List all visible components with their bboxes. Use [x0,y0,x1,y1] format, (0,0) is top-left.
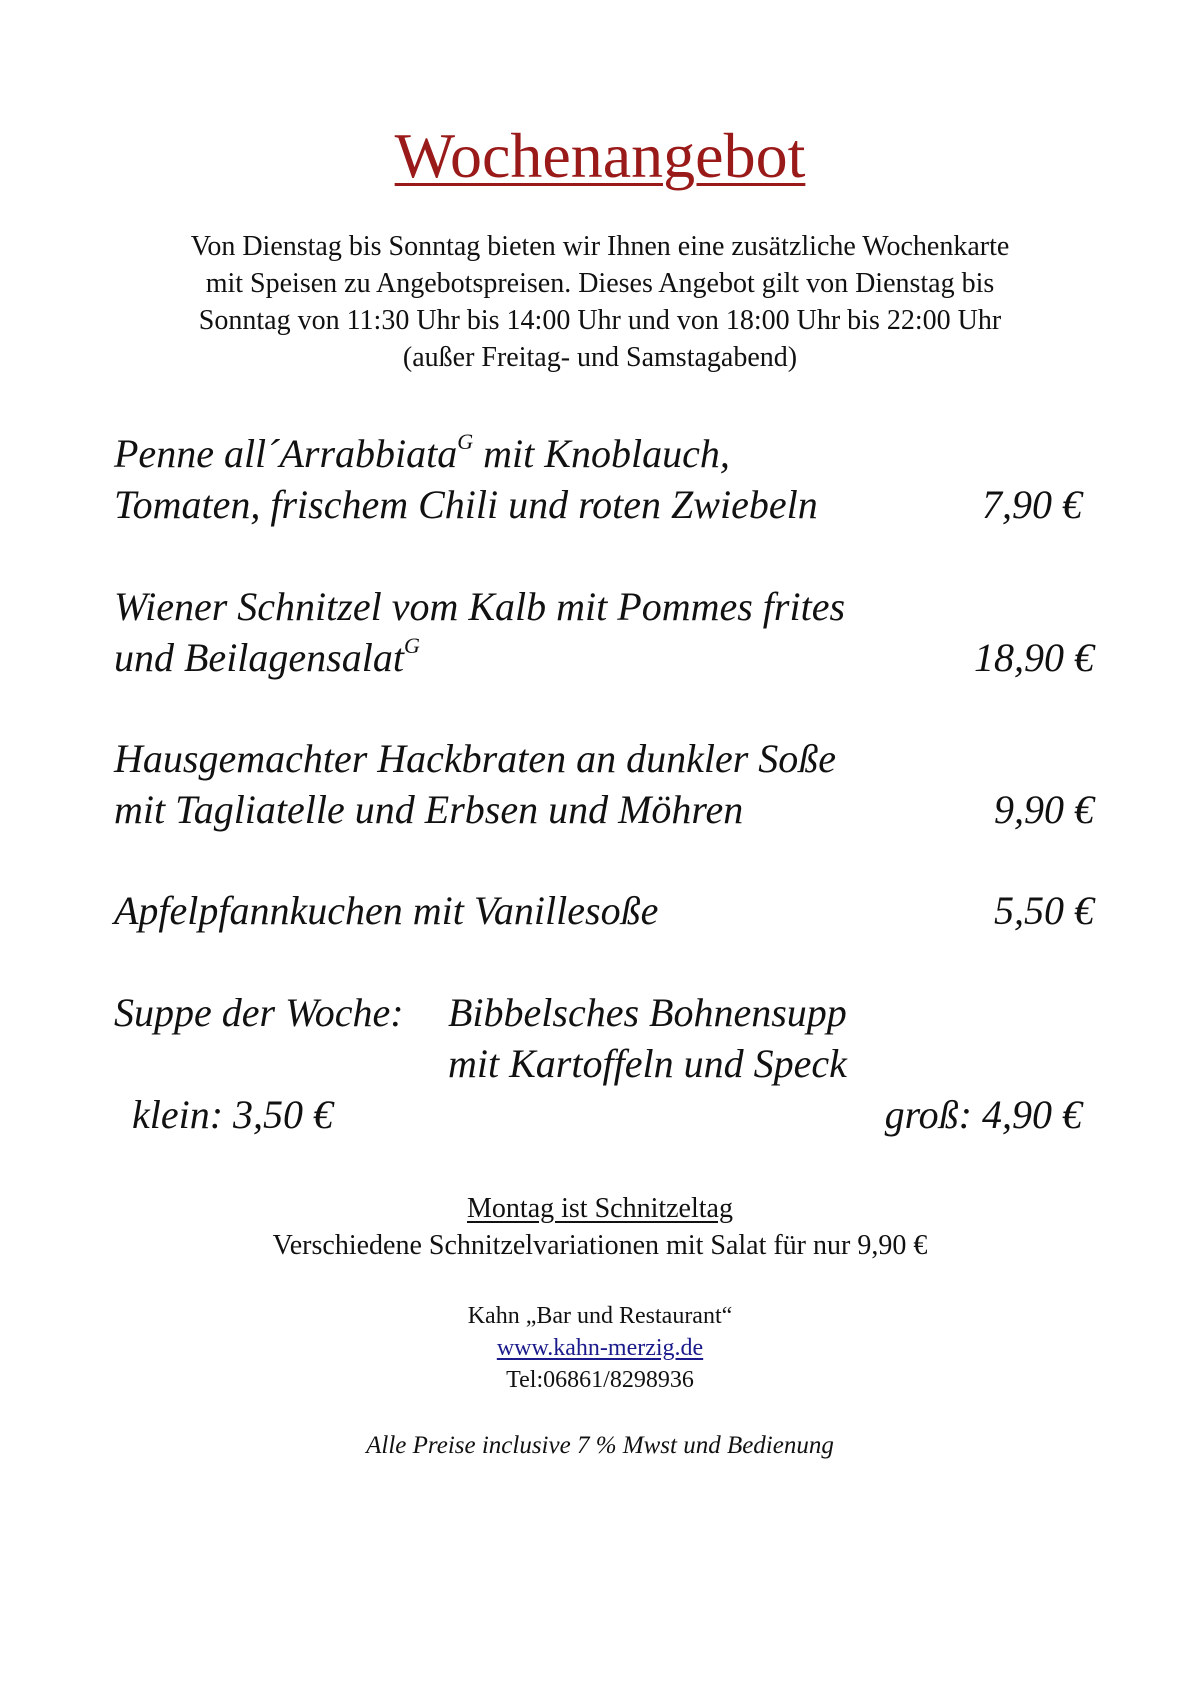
menu-item-line [114,479,1094,530]
menu-item-description: und Beilagensalat [114,635,404,680]
menu-item-line [114,784,1094,835]
menu-item-price: 18,90 € [974,635,1094,680]
intro-line: (außer Freitag- und Samstagabend) [402,342,798,373]
menu-item-line [114,885,1094,936]
menu-item-schnitzel [114,581,1094,683]
menu-item-line [114,733,1094,784]
menu-item-hackbraten [114,733,1094,835]
menu-item-price: 5,50 € [994,888,1094,933]
website-link[interactable]: www.kahn-merzig.de [496,1335,704,1361]
allergen-marker: G [457,429,474,454]
contact-block [0,1300,1200,1396]
menu-item-penne [114,428,1094,530]
soup-label: Suppe der Woche: [114,990,404,1035]
soup-line [114,1038,1094,1089]
title-text: Wochenangebot [394,120,806,191]
price-footnote: Alle Preise inclusive 7 % Mwst und Bedienung [366,1432,834,1459]
menu-item-name: Wiener Schnitzel vom Kalb mit Pommes frites [114,584,846,629]
soup-line [114,987,1094,1038]
intro-line: Von Dienstag bis Sonntag bieten wir Ihnen eine zusätzliche Wochenkarte [190,231,1010,262]
menu-item-line [114,632,1094,683]
menu-item-price: 9,90 € [994,787,1094,832]
menu-item-price: 7,90 € [982,482,1082,527]
intro-line: mit Speisen zu Angebotspreisen. Dieses Angebot gilt von Dienstag bis [205,268,995,299]
soup-description: mit Kartoffeln und Speck [448,1041,847,1086]
menu-item-name: Hausgemachter Hackbraten an dunkler Soße [114,736,837,781]
menu-item-name: Penne all´Arrabbiata [114,431,458,476]
monday-offer [0,1190,1200,1264]
menu-item-name: Apfelpfannkuchen mit Vanillesoße [114,888,659,933]
page-title [0,118,1200,194]
soup-name: Bibbelsches Bohnensupp [448,990,847,1035]
soup-prices [114,1089,1094,1140]
monday-text: Verschiedene Schnitzelvariationen mit Salat für nur 9,90 € [272,1230,928,1261]
monday-heading: Montag ist Schnitzeltag [467,1193,733,1224]
menu-item-name-rest: mit Knoblauch, [473,431,730,476]
phone-number: Tel:06861/8298936 [506,1367,694,1393]
menu-item-description: Tomaten, frischem Chili und roten Zwiebeln [114,482,818,527]
intro-line: Sonntag von 11:30 Uhr bis 14:00 Uhr und von 18:00 Uhr bis 22:00 Uhr [198,305,1002,336]
soup-price-large: groß: 4,90 € [884,1092,1082,1137]
menu-item-line [114,428,1094,479]
menu-item-line [114,581,1094,632]
intro-text [100,228,1100,376]
soup-price-small: klein: 3,50 € [132,1092,334,1137]
allergen-marker: G [403,633,420,658]
menu-item-apfelpfannkuchen [114,885,1094,936]
menu-item-description: mit Tagliatelle und Erbsen und Möhren [114,787,744,832]
soup-of-the-week [114,987,1094,1140]
restaurant-name: Kahn „Bar und Restaurant“ [467,1303,733,1329]
